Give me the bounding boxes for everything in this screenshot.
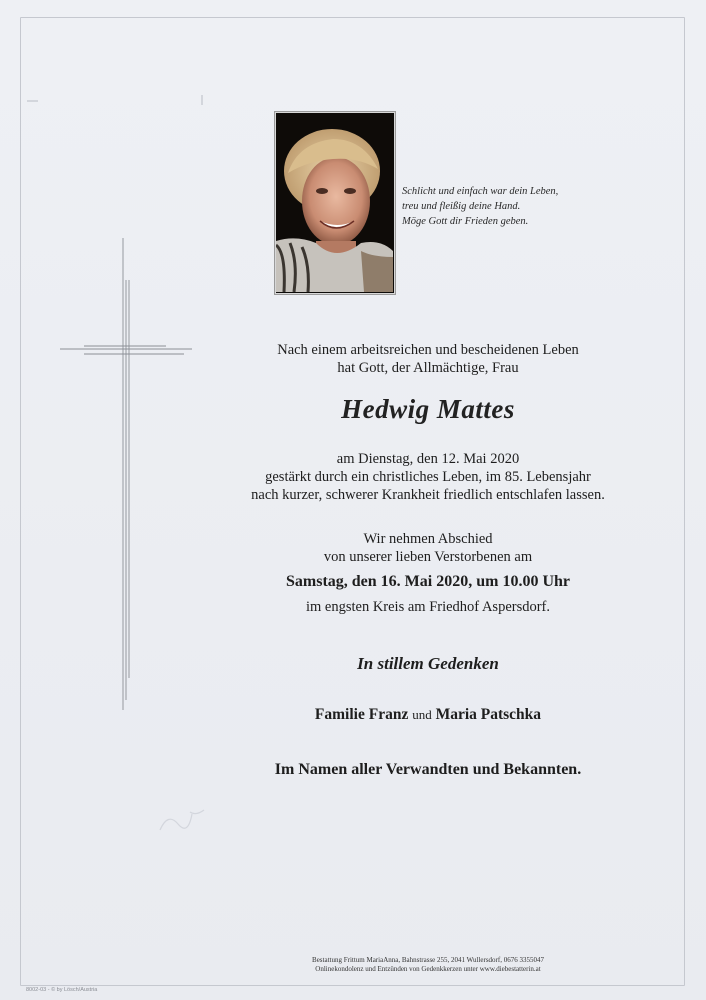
funeral-home-footer bbox=[200, 956, 656, 974]
poem-line: treu und fleißig deine Hand. bbox=[402, 201, 521, 212]
remembrance-heading: In stillem Gedenken bbox=[357, 654, 499, 673]
details-line: gestärkt durch ein christliches Leben, im 85. Lebensjahr bbox=[265, 469, 591, 485]
relatives-text: Im Namen aller Verwandten und Bekannten. bbox=[274, 761, 582, 778]
farewell-line: Wir nehmen Abschied bbox=[363, 531, 493, 547]
family-connector: und bbox=[412, 707, 432, 722]
death-details bbox=[200, 450, 656, 504]
print-id: 8002-03 - © by Lösch/Austria bbox=[26, 987, 98, 993]
family-name-1: Familie Franz bbox=[314, 706, 409, 723]
family-name-2: Maria Patschka bbox=[435, 706, 542, 723]
scan-mark-top-left bbox=[26, 98, 40, 104]
details-line: am Dienstag, den 12. Mai 2020 bbox=[336, 451, 520, 467]
intro-text bbox=[200, 341, 656, 377]
poem-line: Möge Gott dir Frieden geben. bbox=[402, 216, 529, 227]
intro-line: Nach einem arbeitsreichen und bescheidenen Leben bbox=[277, 342, 579, 358]
scan-mark-top bbox=[199, 94, 205, 108]
memorial-poem bbox=[402, 184, 612, 229]
deceased-name: Hedwig Mattes bbox=[341, 394, 515, 424]
footer-address: Bestattung Frittum MariaAnna, Bahnstrasse 255, 2041 Wullersdorf, 0676 3355047 bbox=[312, 956, 544, 964]
funeral-location: im engsten Kreis am Friedhof Aspersdorf. bbox=[305, 599, 551, 615]
intro-line: hat Gott, der Allmächtige, Frau bbox=[337, 360, 519, 376]
portrait-photo bbox=[275, 112, 395, 294]
family-names bbox=[200, 706, 656, 724]
poem-line: Schlicht und einfach war dein Leben, bbox=[402, 186, 559, 197]
funeral-datetime: Samstag, den 16. Mai 2020, um 10.00 Uhr bbox=[285, 573, 570, 590]
cross-icon bbox=[60, 238, 192, 710]
details-line: nach kurzer, schwerer Krankheit friedlich entschlafen lassen. bbox=[251, 487, 605, 503]
footer-online: Onlinekondolenz und Entzünden von Gedenkkerzen unter www.diebestatterin.at bbox=[315, 965, 541, 973]
faint-smudge bbox=[150, 800, 220, 840]
farewell-text bbox=[200, 530, 656, 566]
farewell-line: von unserer lieben Verstorbenen am bbox=[323, 549, 533, 565]
